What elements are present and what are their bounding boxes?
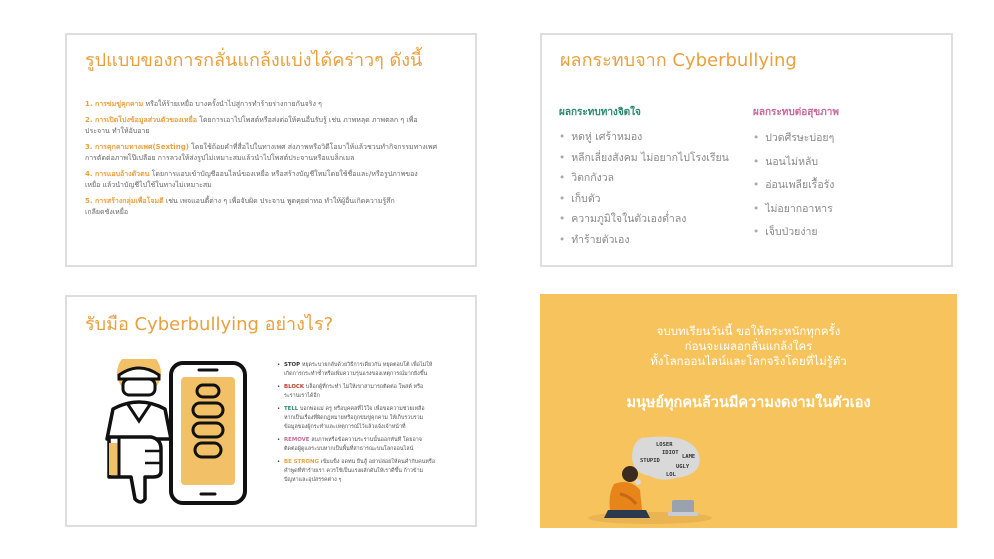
slide-title: ผลกระทบจาก Cyberbullying [560,50,797,71]
list-item: • REMOVE ลบภาพหรือข้อความระรานนั้นออกทันที โดยอาจ ติดต่อผู้ดูแลระบบหากเป็นพื้นที่สาธารณะบนโลกออนไลน์ [277,436,467,453]
slide-forms-of-bullying [65,33,477,267]
list-item: 2. การเปิดโปงข้อมูลส่วนตัวของเหยื่อ โดยการเอาไปโพสต์หรือส่งต่อให้คนอื่นรับรู้ เช่น ภาพหลุด ภาพตลก ๆ เพื่อ ประจาน ทำให้อับอาย [85,115,418,135]
list-item: • เก็บตัว [559,189,729,210]
closing-line: ทั้งโลกออนไลน์และโลกจริงโดยที่ไม่รู้ตัว [650,354,847,368]
slide-effects [540,33,953,267]
slide-closing-message [540,294,957,528]
thumbs-down-phone-illustration [103,359,253,507]
closing-headline: มนุษย์ทุกคนล้วนมีความงดงามในตัวเอง [626,395,871,411]
closing-line: ก่อนจะเผลอกลั่นแกล้งใคร [684,339,813,353]
list-item: 5. การสร้างกลุ่มเพื่อโจมตี เช่น เพจแอนตี้ต่าง ๆ เพื่อจับผิด ประจาน พูดคุยด่าทอ ทำให้ผู้อื่นเกิดความรู้สึก เกลียดชังเหยื่อ [85,196,395,216]
list-item: • ทำร้ายตัวเอง [559,230,729,251]
mental-effects-heading: ผลกระทบทางจิตใจ [559,107,641,118]
list-item: 1. การข่มขู่คุกคาม หรือให้ร้ายเหยื่อ บางครั้งนำไปสู่การทำร้ายร่างกายกันจริง ๆ [85,100,322,108]
list-item: 3. การคุกคามทางเพศ(Sexting) โดยใช้ถ้อยคำที่สื่อไปในทางเพศ ส่งภาพหรือวิดีโอมาให้แล้วชวนทำกิจกรรมทางเพศ การตัดต่อภาพโป๊เปลือย การลวงให้ส่งรูปไม่เหมาะสมแล้วนำไปโพสต์ประจานหรือแบล็กเมล [85,142,438,162]
closing-line: จบบทเรียนวันนี้ ขอให้ตระหนักทุกครั้ง [656,324,841,338]
mental-effects-column [559,105,729,250]
list-item: • TELL บอกพ่อแม่ ครู หรือบุคคลที่ไว้ใจ เพื่อขอความช่วยเหลือ หากเป็นเรื่องที่ผิดกฎหมายหรือถูกข่มขู่คุกคาม ให้เก็บรวบรวม ข้อมูลของผู้กระทำและเหตุการณ์ไว้แล้วแจ้งเจ้าหน้าที่ [277,405,467,431]
word-bubble: LOSER IDIOT LAME STUPID UGLY LOL [640,442,696,478]
slide-title: รูปแบบของการกลั่นแกล้งแบ่งได้คร่าวๆ ดังนี้ [85,50,423,71]
list-item: • วิตกกังวล [559,168,729,189]
list-item: 4. การแอบอ้างตัวตน โดยการแอบเข้าบัญชีออนไลน์ของเหยื่อ หรือสร้างบัญชีใหม่โดยใช้ชื่อและ/หรือรูปภาพของ เหยื่อ แล้วนำบัญชีไปใช้ในทางไม่เหมาะสม [85,169,418,189]
list-item: • ไม่อยากอาหาร [753,198,839,222]
health-effects-heading: ผลกระทบต่อสุขภาพ [753,107,839,118]
list-item: • อ่อนเพลียเรื้อรัง [753,174,839,198]
slide-how-to-cope [65,295,477,527]
closing-text [540,324,957,369]
list-item: • นอนไม่หลับ [753,151,839,175]
list-item: • หลีกเลี่ยงสังคม ไม่อยากไปโรงเรียน [559,148,729,169]
list-item: • BE STRONG เข้มแข็ง อดทน ยืนสู้ อย่าปล่อยให้คนคำกับคนหรือ คำพูดที่ทำร้ายเรา ควรใช้เป็นแรงผลักดันให้เราดีขึ้น ก้าวข้าม ปัญหาและอุปสรรคต่าง ๆ [277,458,467,484]
slide-title: รับมือ Cyberbullying อย่างไร? [85,314,334,335]
list-item: • ปวดศีรษะบ่อยๆ [753,127,839,151]
list-item: • ความภูมิใจในตัวเองต่ำลง [559,209,729,230]
forms-list [85,99,460,223]
coping-list [277,361,467,489]
list-item: • STOP หยุดระบายกลับด้วยวิธีการเดียวกัน หยุดตอบโต้ เพื่อไม่ให้ เกิดการกระทำซ้ำหรือเพิ่มความรุนแรงของเหตุการณ์มากยิ่งขึ้น [277,361,467,378]
health-effects-column [753,105,839,245]
list-item: • หดหู่ เศร้าหมอง [559,127,729,148]
list-item: • เจ็บป่วยง่าย [753,221,839,245]
list-item: • BLOCK บล็อกผู้ที่กระทำ ไม่ให้เขาสามารถติดต่อ โพสต์ หรือ ระรานเราได้อีก [277,383,467,400]
